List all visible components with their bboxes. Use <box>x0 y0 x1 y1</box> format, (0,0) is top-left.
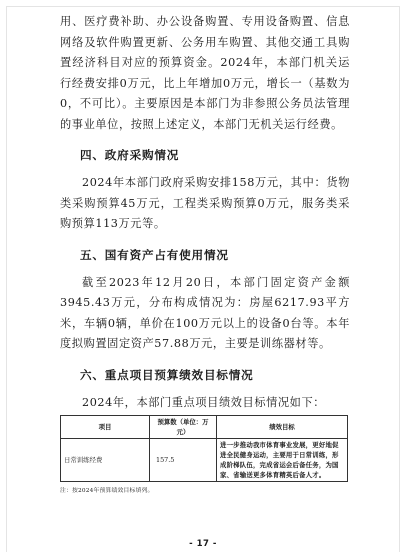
table-row <box>61 439 348 482</box>
section-heading-assets: 五、国有资产占有使用情况 <box>80 247 229 262</box>
procurement-paragraph: 2024年本部门政府采购安排158万元，其中：货物类采购预算45万元，工程类采购预算0万元，服务类采购预算113万元等。 <box>60 176 350 230</box>
section-heading-performance: 六、重点项目预算绩效目标情况 <box>80 367 254 382</box>
table-cell-amount: 157.5 <box>150 439 217 482</box>
table-cell-goal: 进一步推动我市体育事业发展，更好地促进全民健身运动，主要用于日常训练，形成阶梯队伍，完成省运会后备任务，为国家、省输送更多体育精英后备人才。 <box>217 439 348 482</box>
table-header-goal: 绩效目标 <box>217 416 348 439</box>
table-header-item: 项目 <box>61 416 150 439</box>
page-border-right <box>399 6 400 552</box>
page-border-top <box>6 6 400 7</box>
table-header-amount: 预算数（单位：万元） <box>150 416 217 439</box>
table-header-row <box>61 416 348 439</box>
table-note: 注：按2024年预算绩效目标填列。 <box>60 488 154 494</box>
page-content <box>60 12 350 494</box>
intro-paragraph: 用、医疗费补助、办公设备购置、专用设备购置、信息网络及软件购置更新、公务用车购置、其他交通工具购置经济科目对应的预算资金。2024年，本部门机关运行经费安排0万元，比上年增加0万元，增长一（基数为0，不可比）。主要原因是本部门为非参照公务员法管理的事业单位，按照上述定义，本部门无机关运行经费。 <box>60 15 350 131</box>
assets-paragraph: 截至2023年12月20日，本部门固定资产金额3945.43万元，分布构成情况为：房屋6217.93平方米，车辆0辆，单价在100万元以上的设备0台等。本年度拟购置固定资产57.88万元，主要是训练器材等。 <box>60 275 350 350</box>
performance-paragraph: 2024年，本部门重点项目绩效目标情况如下： <box>82 395 326 409</box>
page-border-left <box>6 6 7 552</box>
section-heading-procurement: 四、政府采购情况 <box>80 148 180 162</box>
performance-table <box>60 415 348 482</box>
table-cell-item: 日常训练经费 <box>61 439 150 482</box>
page-number: - 17 - <box>189 539 217 549</box>
